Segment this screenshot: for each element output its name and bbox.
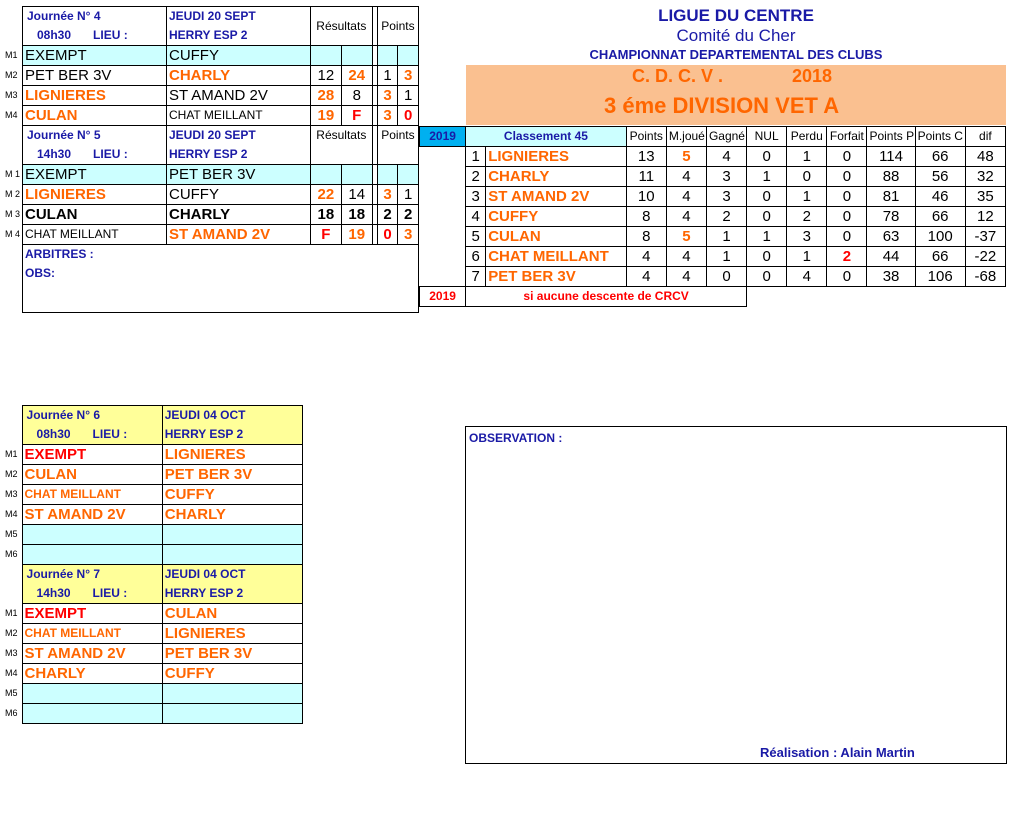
points-away [398,46,419,66]
j6-lieu: HERRY ESP 2 [162,425,302,445]
standings-g: 3 [706,187,746,207]
j4-match-row [4,106,419,126]
standings-p: 1 [787,147,827,167]
standings-points: 11 [626,167,666,187]
home-team: EXEMPT [22,445,162,465]
j5-match-row [4,225,419,245]
score-away [341,46,372,66]
standings-mj: 5 [666,227,706,247]
points-home [377,165,398,185]
match-label: M3 [5,90,18,100]
home-team: EXEMPT [22,604,162,624]
j4-results-header: Résultats [310,7,372,46]
score-away: F [341,106,372,126]
points-away: 0 [398,106,419,126]
standings-spacer [420,207,466,227]
standings-dif: 12 [965,207,1005,227]
standings-team: CHARLY [486,167,626,187]
j6-time: 08h30 [36,427,71,441]
match-label: M3 [5,648,18,658]
standings-rank: 4 [466,207,486,227]
j6-match-row [4,445,303,465]
score-away [341,165,372,185]
standings-pp: 63 [867,227,915,247]
standings-n: 0 [747,187,787,207]
match-label: M 3 [5,209,21,219]
arbitres-label: ARBITRES : [23,245,419,265]
j5-lieu-label: LIEU : [93,147,128,161]
footer-year: 2019 [420,287,466,307]
match-label: M2 [5,469,18,479]
standings-p: 1 [787,247,827,267]
standings-team: LIGNIERES [486,147,626,167]
j5-results-header: Résultats [310,126,372,165]
standings-pc: 100 [915,227,965,247]
col-points: Points [626,127,666,147]
j4-title: Journée N° 4 [23,7,167,27]
standings-mj: 4 [666,167,706,187]
away-team: ST AMAND 2V [166,86,310,106]
col-points-c: Points C [915,127,965,147]
standings-pp: 38 [867,267,915,287]
away-team: PET BER 3V [162,465,302,485]
points-away: 1 [398,185,419,205]
standings-n: 1 [747,227,787,247]
standings-p: 2 [787,207,827,227]
standings-table [419,126,1006,307]
j4-lieu: HERRY ESP 2 [166,26,310,46]
match-label: M2 [5,628,18,638]
away-team: PET BER 3V [162,644,302,664]
away-team: CULAN [162,604,302,624]
j7-match-row [4,684,303,704]
score-away: 19 [341,225,372,245]
col-nul: NUL [747,127,787,147]
footer-note: si aucune descente de CRCV [466,287,747,307]
observation-box [465,426,1007,764]
points-away: 3 [398,225,419,245]
standings-row [420,207,1006,227]
home-team: LIGNIERES [23,86,167,106]
standings-spacer [420,147,466,167]
standings-spacer [420,227,466,247]
standings-n: 0 [747,267,787,287]
j5-points-header: Points [377,126,418,165]
away-team [162,525,302,545]
standings-row [420,267,1006,287]
standings-f: 0 [827,167,867,187]
standings-g: 1 [706,227,746,247]
j5-date: JEUDI 20 SEPT [166,126,310,146]
cdcv-label: C. D. C. V . [632,66,724,86]
match-label: M4 [5,110,18,120]
match-label: M 1 [5,169,21,179]
standings-pc: 106 [915,267,965,287]
standings-p: 3 [787,227,827,247]
col-gagne: Gagné [706,127,746,147]
standings-n: 0 [747,147,787,167]
j7-match-row [4,644,303,664]
points-away: 1 [398,86,419,106]
j4-date: JEUDI 20 SEPT [166,7,310,27]
standings-points: 13 [626,147,666,167]
standings-year: 2019 [420,127,466,147]
standings-f: 0 [827,227,867,247]
points-away: 2 [398,205,419,225]
standings-mj: 4 [666,267,706,287]
home-team: CHAT MEILLANT [22,624,162,644]
standings-pc: 56 [915,167,965,187]
j7-match-row [4,624,303,644]
j6-title: Journée N° 6 [22,406,162,426]
standings-pp: 81 [867,187,915,207]
standings-spacer [420,187,466,207]
standings-n: 0 [747,247,787,267]
standings-f: 0 [827,147,867,167]
home-team [22,525,162,545]
col-mjoue: M.joué [666,127,706,147]
championnat-title: CHAMPIONNAT DEPARTEMENTAL DES CLUBS [589,47,883,62]
away-team: CUFFY [162,485,302,505]
home-team: CHAT MEILLANT [22,485,162,505]
standings-rank: 5 [466,227,486,247]
j4-match-row [4,86,419,106]
match-label: M1 [5,608,18,618]
j7-lieu: HERRY ESP 2 [162,584,302,604]
away-team: ST AMAND 2V [166,225,310,245]
away-team: CHARLY [166,205,310,225]
j5-match-row [4,185,419,205]
standings-p: 0 [787,167,827,187]
score-away: 24 [341,66,372,86]
score-home [310,46,341,66]
score-home: 18 [310,205,341,225]
standings-spacer [420,247,466,267]
division-banner [466,65,1006,125]
realisation-label: Réalisation : Alain Martin [760,745,915,760]
standings-pc: 66 [915,147,965,167]
away-team: CHARLY [166,66,310,86]
j6-match-row [4,465,303,485]
col-dif: dif [965,127,1005,147]
standings-team: CHAT MEILLANT [486,247,626,267]
score-home: 12 [310,66,341,86]
j6-lieu-label: LIEU : [92,427,128,441]
score-home [310,165,341,185]
standings-rank: 2 [466,167,486,187]
home-team: CULAN [23,106,167,126]
home-team [22,704,162,724]
standings-g: 1 [706,247,746,267]
match-label: M4 [5,509,18,519]
standings-dif: 48 [965,147,1005,167]
j6-match-row [4,505,303,525]
match-label: M1 [5,50,18,60]
standings-g: 0 [706,267,746,287]
standings-p: 1 [787,187,827,207]
home-team: EXEMPT [23,46,167,66]
standings-team: ST AMAND 2V [486,187,626,207]
j6-match-row [4,545,303,565]
points-home: 2 [377,205,398,225]
col-forfait: Forfait [827,127,867,147]
score-home: 28 [310,86,341,106]
away-team: CHAT MEILLANT [166,106,310,126]
j7-match-row [4,604,303,624]
standings-f: 0 [827,187,867,207]
standings-pc: 66 [915,247,965,267]
standings-points: 10 [626,187,666,207]
standings-g: 3 [706,167,746,187]
standings-rank: 3 [466,187,486,207]
home-team: LIGNIERES [23,185,167,205]
j5-lieu: HERRY ESP 2 [166,145,310,165]
standings-mj: 4 [666,247,706,267]
standings-pc: 46 [915,187,965,207]
home-team: CHARLY [22,664,162,684]
standings-rank: 6 [466,247,486,267]
score-home: 19 [310,106,341,126]
score-home: F [310,225,341,245]
points-home: 3 [377,86,398,106]
division-title: 3 éme DIVISION VET A [604,93,840,118]
standings-row [420,167,1006,187]
j4-points-header: Points [377,7,418,46]
standings-pp: 114 [867,147,915,167]
standings-rank: 1 [466,147,486,167]
match-label: M5 [5,529,18,539]
j7-match-row [4,704,303,724]
standings-n: 1 [747,167,787,187]
standings-row [420,227,1006,247]
standings-n: 0 [747,207,787,227]
match-label: M5 [5,688,18,698]
comite-title: Comité du Cher [676,26,796,45]
standings-row [420,147,1006,167]
away-team: LIGNIERES [162,624,302,644]
home-team: ST AMAND 2V [22,505,162,525]
j6-match-row [4,485,303,505]
away-team: CUFFY [162,664,302,684]
standings-title: Classement 45 [466,127,627,147]
match-label: M6 [5,549,18,559]
away-team: CHARLY [162,505,302,525]
observation-label: OBSERVATION : [469,431,563,445]
standings-f: 0 [827,267,867,287]
col-points-p: Points P [867,127,915,147]
standings-g: 2 [706,207,746,227]
j6-match-row [4,525,303,545]
j7-lieu-label: LIEU : [92,586,128,600]
standings-f: 2 [827,247,867,267]
away-team: LIGNIERES [162,445,302,465]
home-team [22,684,162,704]
standings-row [420,187,1006,207]
col-perdu: Perdu [787,127,827,147]
j4-time: 08h30 [37,28,72,42]
standings-dif: 35 [965,187,1005,207]
standings-team: PET BER 3V [486,267,626,287]
journee-6-7-table [4,405,303,724]
away-team [162,704,302,724]
away-team: CUFFY [166,185,310,205]
match-label: M3 [5,489,18,499]
match-label: M 2 [5,189,21,199]
standings-dif: -68 [965,267,1005,287]
score-home: 22 [310,185,341,205]
standings-mj: 4 [666,187,706,207]
standings-points: 8 [626,207,666,227]
points-away: 3 [398,66,419,86]
score-away: 8 [341,86,372,106]
standings-mj: 4 [666,207,706,227]
season-year: 2018 [792,66,833,86]
standings-f: 0 [827,207,867,227]
home-team: EXEMPT [23,165,167,185]
standings-dif: -37 [965,227,1005,247]
score-away: 18 [341,205,372,225]
ligue-title: LIGUE DU CENTRE [658,6,814,25]
points-home: 3 [377,185,398,205]
match-label: M6 [5,708,18,718]
standings-pp: 44 [867,247,915,267]
points-home: 0 [377,225,398,245]
j7-time: 14h30 [36,586,71,600]
standings-points: 8 [626,227,666,247]
standings-row [420,247,1006,267]
obs-label: OBS: [23,264,419,313]
standings-p: 4 [787,267,827,287]
home-team: ST AMAND 2V [22,644,162,664]
match-label: M4 [5,668,18,678]
j7-title: Journée N° 7 [22,565,162,585]
away-team: CUFFY [166,46,310,66]
score-away: 14 [341,185,372,205]
journee-4-5-table [4,6,419,313]
points-home: 3 [377,106,398,126]
home-team: CULAN [22,465,162,485]
home-team: PET BER 3V [23,66,167,86]
away-team: PET BER 3V [166,165,310,185]
j4-match-row [4,46,419,66]
points-away [398,165,419,185]
points-home: 1 [377,66,398,86]
j5-match-row [4,165,419,185]
away-team [162,545,302,565]
j4-match-row [4,66,419,86]
standings-g: 4 [706,147,746,167]
j4-lieu-label: LIEU : [93,28,128,42]
j7-date: JEUDI 04 OCT [162,565,302,585]
standings-points: 4 [626,247,666,267]
standings-spacer [420,167,466,187]
standings-pp: 88 [867,167,915,187]
standings-pc: 66 [915,207,965,227]
match-label: M2 [5,70,18,80]
home-team: CULAN [23,205,167,225]
j5-title: Journée N° 5 [23,126,167,146]
home-team: CHAT MEILLANT [23,225,167,245]
j5-time: 14h30 [37,147,72,161]
j5-match-row [4,205,419,225]
standings-spacer [420,267,466,287]
j6-date: JEUDI 04 OCT [162,406,302,426]
j7-match-row [4,664,303,684]
standings-mj: 5 [666,147,706,167]
standings-points: 4 [626,267,666,287]
match-label: M 4 [5,229,21,239]
standings-dif: 32 [965,167,1005,187]
standings-pp: 78 [867,207,915,227]
match-label: M1 [5,449,18,459]
standings-rank: 7 [466,267,486,287]
standings-dif: -22 [965,247,1005,267]
away-team [162,684,302,704]
home-team [22,545,162,565]
standings-team: CUFFY [486,207,626,227]
standings-team: CULAN [486,227,626,247]
points-home [377,46,398,66]
